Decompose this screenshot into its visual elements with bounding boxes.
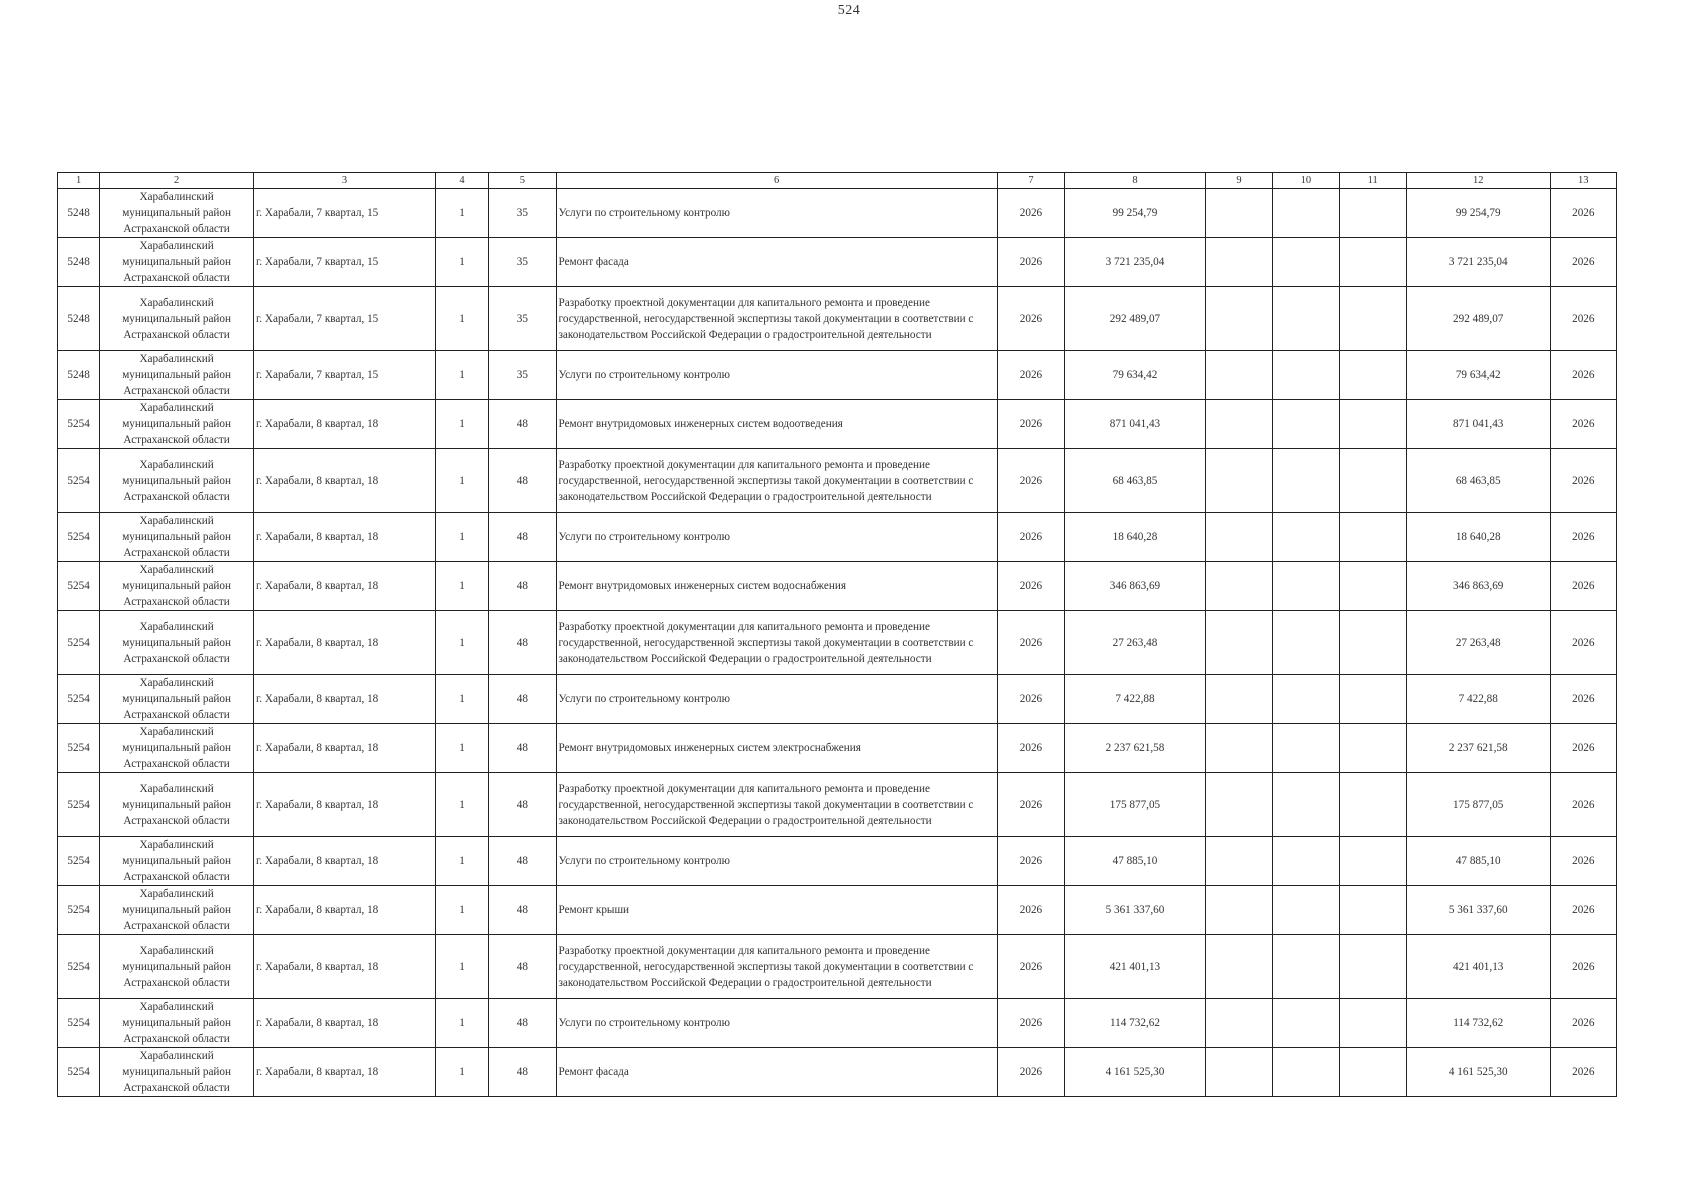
column-header-10: 10 — [1273, 173, 1339, 189]
col11-cell — [1339, 724, 1406, 773]
address-cell: г. Харабали, 8 квартал, 18 — [253, 724, 435, 773]
table-row — [58, 935, 1617, 999]
municipality-cell: Харабалинский муниципальный район Астраханской области — [100, 449, 254, 513]
cost-cell: 871 041,43 — [1065, 400, 1206, 449]
year-cell: 2026 — [997, 400, 1064, 449]
col10-cell — [1273, 449, 1339, 513]
apartments-cell: 48 — [489, 562, 556, 611]
repair-program-table — [57, 172, 1617, 1097]
count-cell: 1 — [435, 999, 488, 1048]
object-number-cell: 5254 — [58, 999, 100, 1048]
column-number-row — [58, 173, 1617, 189]
cost-cell: 114 732,62 — [1065, 999, 1206, 1048]
cost-cell: 3 721 235,04 — [1065, 238, 1206, 287]
col11-cell — [1339, 837, 1406, 886]
municipality-cell: Харабалинский муниципальный район Астраханской области — [100, 999, 254, 1048]
count-cell: 1 — [435, 449, 488, 513]
apartments-cell: 35 — [489, 189, 556, 238]
apartments-cell: 48 — [489, 886, 556, 935]
page-number: 524 — [837, 3, 861, 18]
table-row — [58, 189, 1617, 238]
object-number-cell: 5254 — [58, 837, 100, 886]
address-cell: г. Харабали, 8 квартал, 18 — [253, 675, 435, 724]
col11-cell — [1339, 773, 1406, 837]
object-number-cell: 5254 — [58, 513, 100, 562]
cost-cell: 292 489,07 — [1065, 287, 1206, 351]
address-cell: г. Харабали, 7 квартал, 15 — [253, 238, 435, 287]
col9-cell — [1205, 999, 1272, 1048]
col11-cell — [1339, 562, 1406, 611]
apartments-cell: 48 — [489, 611, 556, 675]
col11-cell — [1339, 449, 1406, 513]
municipality-cell: Харабалинский муниципальный район Астраханской области — [100, 837, 254, 886]
municipality-cell: Харабалинский муниципальный район Астраханской области — [100, 675, 254, 724]
col9-cell — [1205, 935, 1272, 999]
municipality-cell: Харабалинский муниципальный район Астраханской области — [100, 400, 254, 449]
object-number-cell: 5254 — [58, 1048, 100, 1097]
count-cell: 1 — [435, 351, 488, 400]
count-cell: 1 — [435, 400, 488, 449]
apartments-cell: 48 — [489, 400, 556, 449]
total-cost-cell: 2 237 621,58 — [1406, 724, 1550, 773]
work-type-cell: Разработку проектной документации для капитального ремонта и проведение государственной, негосударственной экспертизы такой документации в соответствии с законодательством Российской Федерации о градостроительной деятельности — [556, 287, 997, 351]
col11-cell — [1339, 935, 1406, 999]
address-cell: г. Харабали, 8 квартал, 18 — [253, 935, 435, 999]
municipality-cell: Харабалинский муниципальный район Астраханской области — [100, 1048, 254, 1097]
column-header-7: 7 — [997, 173, 1064, 189]
municipality-cell: Харабалинский муниципальный район Астраханской области — [100, 238, 254, 287]
col10-cell — [1273, 611, 1339, 675]
year-cell: 2026 — [997, 773, 1064, 837]
total-cost-cell: 7 422,88 — [1406, 675, 1550, 724]
municipality-cell: Харабалинский муниципальный район Астраханской области — [100, 773, 254, 837]
object-number-cell: 5254 — [58, 935, 100, 999]
col9-cell — [1205, 287, 1272, 351]
year-cell: 2026 — [997, 675, 1064, 724]
completion-year-cell: 2026 — [1550, 886, 1616, 935]
cost-cell: 79 634,42 — [1065, 351, 1206, 400]
col10-cell — [1273, 287, 1339, 351]
col9-cell — [1205, 562, 1272, 611]
table-row — [58, 724, 1617, 773]
completion-year-cell: 2026 — [1550, 449, 1616, 513]
address-cell: г. Харабали, 8 квартал, 18 — [253, 562, 435, 611]
count-cell: 1 — [435, 1048, 488, 1097]
count-cell: 1 — [435, 773, 488, 837]
completion-year-cell: 2026 — [1550, 773, 1616, 837]
apartments-cell: 48 — [489, 724, 556, 773]
year-cell: 2026 — [997, 351, 1064, 400]
total-cost-cell: 346 863,69 — [1406, 562, 1550, 611]
work-type-cell: Разработку проектной документации для капитального ремонта и проведение государственной, негосударственной экспертизы такой документации в соответствии с законодательством Российской Федерации о градостроительной деятельности — [556, 935, 997, 999]
table-body — [58, 173, 1617, 1097]
cost-cell: 18 640,28 — [1065, 513, 1206, 562]
cost-cell: 99 254,79 — [1065, 189, 1206, 238]
table-row — [58, 773, 1617, 837]
object-number-cell: 5248 — [58, 238, 100, 287]
address-cell: г. Харабали, 7 квартал, 15 — [253, 189, 435, 238]
col11-cell — [1339, 238, 1406, 287]
col9-cell — [1205, 351, 1272, 400]
municipality-cell: Харабалинский муниципальный район Астраханской области — [100, 935, 254, 999]
year-cell: 2026 — [997, 513, 1064, 562]
total-cost-cell: 18 640,28 — [1406, 513, 1550, 562]
work-type-cell: Услуги по строительному контролю — [556, 189, 997, 238]
count-cell: 1 — [435, 287, 488, 351]
work-type-cell: Услуги по строительному контролю — [556, 837, 997, 886]
work-type-cell: Ремонт внутридомовых инженерных систем водоотведения — [556, 400, 997, 449]
object-number-cell: 5254 — [58, 449, 100, 513]
year-cell: 2026 — [997, 611, 1064, 675]
col11-cell — [1339, 287, 1406, 351]
work-type-cell: Разработку проектной документации для капитального ремонта и проведение государственной, негосударственной экспертизы такой документации в соответствии с законодательством Российской Федерации о градостроительной деятельности — [556, 611, 997, 675]
year-cell: 2026 — [997, 562, 1064, 611]
col10-cell — [1273, 1048, 1339, 1097]
col10-cell — [1273, 351, 1339, 400]
column-header-11: 11 — [1339, 173, 1406, 189]
address-cell: г. Харабали, 8 квартал, 18 — [253, 837, 435, 886]
object-number-cell: 5254 — [58, 886, 100, 935]
column-header-2: 2 — [100, 173, 254, 189]
object-number-cell: 5248 — [58, 189, 100, 238]
address-cell: г. Харабали, 8 квартал, 18 — [253, 400, 435, 449]
col9-cell — [1205, 1048, 1272, 1097]
count-cell: 1 — [435, 837, 488, 886]
object-number-cell: 5254 — [58, 724, 100, 773]
col9-cell — [1205, 513, 1272, 562]
apartments-cell: 48 — [489, 449, 556, 513]
apartments-cell: 48 — [489, 513, 556, 562]
work-type-cell: Услуги по строительному контролю — [556, 999, 997, 1048]
col10-cell — [1273, 513, 1339, 562]
municipality-cell: Харабалинский муниципальный район Астраханской области — [100, 287, 254, 351]
col9-cell — [1205, 400, 1272, 449]
col10-cell — [1273, 189, 1339, 238]
completion-year-cell: 2026 — [1550, 935, 1616, 999]
completion-year-cell: 2026 — [1550, 513, 1616, 562]
cost-cell: 47 885,10 — [1065, 837, 1206, 886]
year-cell: 2026 — [997, 724, 1064, 773]
cost-cell: 68 463,85 — [1065, 449, 1206, 513]
column-header-1: 1 — [58, 173, 100, 189]
object-number-cell: 5248 — [58, 351, 100, 400]
table-row — [58, 449, 1617, 513]
municipality-cell: Харабалинский муниципальный район Астраханской области — [100, 351, 254, 400]
table-row — [58, 513, 1617, 562]
cost-cell: 175 877,05 — [1065, 773, 1206, 837]
count-cell: 1 — [435, 675, 488, 724]
column-header-12: 12 — [1406, 173, 1550, 189]
work-type-cell: Ремонт внутридомовых инженерных систем электроснабжения — [556, 724, 997, 773]
completion-year-cell: 2026 — [1550, 675, 1616, 724]
total-cost-cell: 114 732,62 — [1406, 999, 1550, 1048]
completion-year-cell: 2026 — [1550, 724, 1616, 773]
address-cell: г. Харабали, 8 квартал, 18 — [253, 611, 435, 675]
object-number-cell: 5254 — [58, 400, 100, 449]
column-header-13: 13 — [1550, 173, 1616, 189]
completion-year-cell: 2026 — [1550, 562, 1616, 611]
year-cell: 2026 — [997, 935, 1064, 999]
cost-cell: 2 237 621,58 — [1065, 724, 1206, 773]
col11-cell — [1339, 351, 1406, 400]
completion-year-cell: 2026 — [1550, 238, 1616, 287]
table-row — [58, 611, 1617, 675]
table-row — [58, 400, 1617, 449]
work-type-cell: Разработку проектной документации для капитального ремонта и проведение государственной, негосударственной экспертизы такой документации в соответствии с законодательством Российской Федерации о градостроительной деятельности — [556, 773, 997, 837]
col11-cell — [1339, 189, 1406, 238]
object-number-cell: 5248 — [58, 287, 100, 351]
col10-cell — [1273, 238, 1339, 287]
work-type-cell: Ремонт крыши — [556, 886, 997, 935]
col11-cell — [1339, 675, 1406, 724]
count-cell: 1 — [435, 935, 488, 999]
col10-cell — [1273, 999, 1339, 1048]
apartments-cell: 48 — [489, 837, 556, 886]
work-type-cell: Услуги по строительному контролю — [556, 675, 997, 724]
table-row — [58, 562, 1617, 611]
col10-cell — [1273, 724, 1339, 773]
address-cell: г. Харабали, 7 квартал, 15 — [253, 287, 435, 351]
column-header-3: 3 — [253, 173, 435, 189]
col9-cell — [1205, 837, 1272, 886]
year-cell: 2026 — [997, 1048, 1064, 1097]
count-cell: 1 — [435, 238, 488, 287]
cost-cell: 4 161 525,30 — [1065, 1048, 1206, 1097]
total-cost-cell: 47 885,10 — [1406, 837, 1550, 886]
total-cost-cell: 3 721 235,04 — [1406, 238, 1550, 287]
cost-cell: 346 863,69 — [1065, 562, 1206, 611]
total-cost-cell: 5 361 337,60 — [1406, 886, 1550, 935]
column-header-9: 9 — [1205, 173, 1272, 189]
total-cost-cell: 871 041,43 — [1406, 400, 1550, 449]
apartments-cell: 48 — [489, 675, 556, 724]
col9-cell — [1205, 449, 1272, 513]
apartments-cell: 35 — [489, 238, 556, 287]
work-type-cell: Разработку проектной документации для капитального ремонта и проведение государственной, негосударственной экспертизы такой документации в соответствии с законодательством Российской Федерации о градостроительной деятельности — [556, 449, 997, 513]
total-cost-cell: 175 877,05 — [1406, 773, 1550, 837]
completion-year-cell: 2026 — [1550, 400, 1616, 449]
total-cost-cell: 4 161 525,30 — [1406, 1048, 1550, 1097]
col11-cell — [1339, 999, 1406, 1048]
cost-cell: 5 361 337,60 — [1065, 886, 1206, 935]
object-number-cell: 5254 — [58, 675, 100, 724]
table-row — [58, 999, 1617, 1048]
total-cost-cell: 68 463,85 — [1406, 449, 1550, 513]
apartments-cell: 35 — [489, 351, 556, 400]
col11-cell — [1339, 513, 1406, 562]
work-type-cell: Ремонт фасада — [556, 1048, 997, 1097]
cost-cell: 7 422,88 — [1065, 675, 1206, 724]
municipality-cell: Харабалинский муниципальный район Астраханской области — [100, 724, 254, 773]
col10-cell — [1273, 400, 1339, 449]
column-header-6: 6 — [556, 173, 997, 189]
year-cell: 2026 — [997, 886, 1064, 935]
total-cost-cell: 292 489,07 — [1406, 287, 1550, 351]
table-row — [58, 837, 1617, 886]
completion-year-cell: 2026 — [1550, 837, 1616, 886]
apartments-cell: 48 — [489, 773, 556, 837]
completion-year-cell: 2026 — [1550, 189, 1616, 238]
col9-cell — [1205, 189, 1272, 238]
object-number-cell: 5254 — [58, 562, 100, 611]
address-cell: г. Харабали, 8 квартал, 18 — [253, 449, 435, 513]
municipality-cell: Харабалинский муниципальный район Астраханской области — [100, 886, 254, 935]
total-cost-cell: 27 263,48 — [1406, 611, 1550, 675]
col10-cell — [1273, 886, 1339, 935]
address-cell: г. Харабали, 8 квартал, 18 — [253, 513, 435, 562]
address-cell: г. Харабали, 8 квартал, 18 — [253, 999, 435, 1048]
column-header-8: 8 — [1065, 173, 1206, 189]
work-type-cell: Ремонт фасада — [556, 238, 997, 287]
work-type-cell: Услуги по строительному контролю — [556, 351, 997, 400]
col9-cell — [1205, 611, 1272, 675]
apartments-cell: 48 — [489, 935, 556, 999]
col11-cell — [1339, 886, 1406, 935]
address-cell: г. Харабали, 8 квартал, 18 — [253, 773, 435, 837]
year-cell: 2026 — [997, 999, 1064, 1048]
year-cell: 2026 — [997, 238, 1064, 287]
completion-year-cell: 2026 — [1550, 999, 1616, 1048]
year-cell: 2026 — [997, 449, 1064, 513]
object-number-cell: 5254 — [58, 611, 100, 675]
apartments-cell: 48 — [489, 999, 556, 1048]
table-row — [58, 1048, 1617, 1097]
count-cell: 1 — [435, 724, 488, 773]
count-cell: 1 — [435, 886, 488, 935]
col9-cell — [1205, 724, 1272, 773]
count-cell: 1 — [435, 611, 488, 675]
col10-cell — [1273, 935, 1339, 999]
apartments-cell: 48 — [489, 1048, 556, 1097]
count-cell: 1 — [435, 513, 488, 562]
address-cell: г. Харабали, 8 квартал, 18 — [253, 886, 435, 935]
column-header-4: 4 — [435, 173, 488, 189]
completion-year-cell: 2026 — [1550, 1048, 1616, 1097]
table-row — [58, 287, 1617, 351]
year-cell: 2026 — [997, 287, 1064, 351]
municipality-cell: Харабалинский муниципальный район Астраханской области — [100, 562, 254, 611]
col9-cell — [1205, 675, 1272, 724]
cost-cell: 27 263,48 — [1065, 611, 1206, 675]
year-cell: 2026 — [997, 189, 1064, 238]
total-cost-cell: 79 634,42 — [1406, 351, 1550, 400]
col11-cell — [1339, 611, 1406, 675]
table-row — [58, 238, 1617, 287]
cost-cell: 421 401,13 — [1065, 935, 1206, 999]
work-type-cell: Услуги по строительному контролю — [556, 513, 997, 562]
municipality-cell: Харабалинский муниципальный район Астраханской области — [100, 189, 254, 238]
year-cell: 2026 — [997, 837, 1064, 886]
work-type-cell: Ремонт внутридомовых инженерных систем водоснабжения — [556, 562, 997, 611]
col11-cell — [1339, 400, 1406, 449]
col11-cell — [1339, 1048, 1406, 1097]
completion-year-cell: 2026 — [1550, 351, 1616, 400]
apartments-cell: 35 — [489, 287, 556, 351]
col10-cell — [1273, 562, 1339, 611]
table-row — [58, 351, 1617, 400]
municipality-cell: Харабалинский муниципальный район Астраханской области — [100, 513, 254, 562]
col9-cell — [1205, 886, 1272, 935]
col10-cell — [1273, 837, 1339, 886]
object-number-cell: 5254 — [58, 773, 100, 837]
col9-cell — [1205, 773, 1272, 837]
total-cost-cell: 421 401,13 — [1406, 935, 1550, 999]
municipality-cell: Харабалинский муниципальный район Астраханской области — [100, 611, 254, 675]
table-row — [58, 675, 1617, 724]
col10-cell — [1273, 773, 1339, 837]
col10-cell — [1273, 675, 1339, 724]
count-cell: 1 — [435, 562, 488, 611]
completion-year-cell: 2026 — [1550, 287, 1616, 351]
total-cost-cell: 99 254,79 — [1406, 189, 1550, 238]
col9-cell — [1205, 238, 1272, 287]
count-cell: 1 — [435, 189, 488, 238]
table-row — [58, 886, 1617, 935]
address-cell: г. Харабали, 8 квартал, 18 — [253, 1048, 435, 1097]
address-cell: г. Харабали, 7 квартал, 15 — [253, 351, 435, 400]
column-header-5: 5 — [489, 173, 556, 189]
completion-year-cell: 2026 — [1550, 611, 1616, 675]
